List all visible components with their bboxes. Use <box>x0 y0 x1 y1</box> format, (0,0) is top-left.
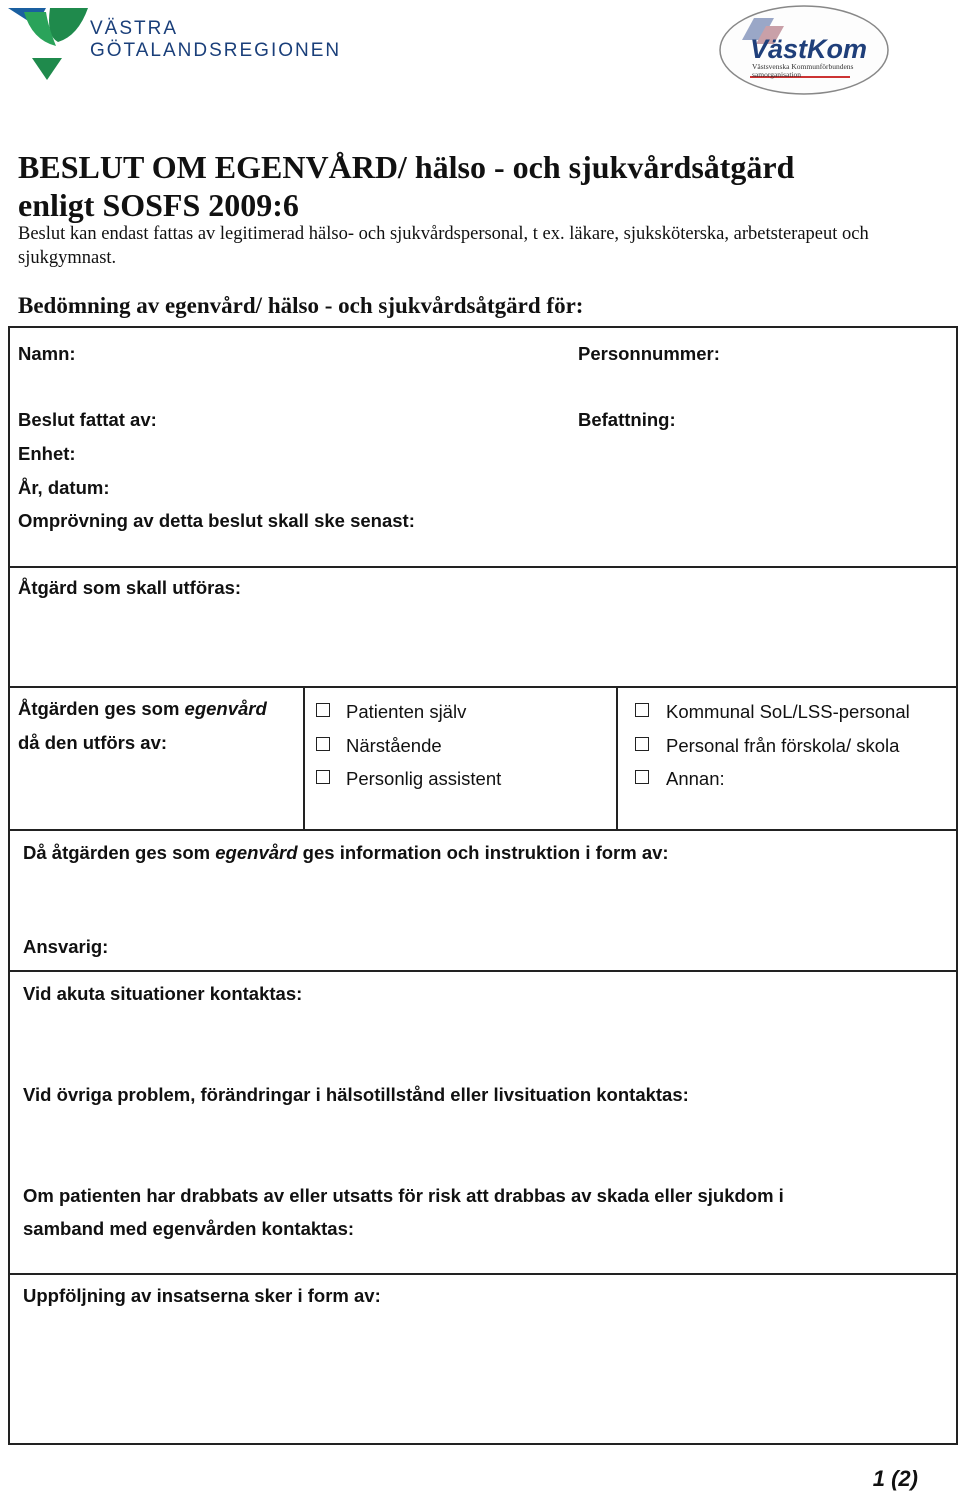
option-forskola-skola: Personal från förskola/ skola <box>666 735 900 756</box>
information-em: egenvård <box>215 842 298 863</box>
vgr-logo-line1: VÄSTRA <box>90 18 179 39</box>
divider <box>8 566 958 568</box>
field-ar-datum[interactable]: År, datum: <box>18 477 110 498</box>
field-omprovning[interactable]: Omprövning av detta beslut skall ske senast: <box>18 510 415 531</box>
checkbox-personlig-assistent[interactable] <box>316 770 330 784</box>
vgr-logo-line2: GÖTALANDSREGIONEN <box>90 40 342 61</box>
checkbox-forskola-skola[interactable] <box>635 737 649 751</box>
field-beslut-fattat-av[interactable]: Beslut fattat av: <box>18 409 157 430</box>
divider <box>8 970 958 972</box>
option-patienten-sjalv: Patienten själv <box>346 701 467 722</box>
field-namn[interactable]: Namn: <box>18 343 76 364</box>
egenvard-label-pre: Åtgärden ges som <box>18 698 185 719</box>
field-atgard[interactable]: Åtgärd som skall utföras: <box>18 577 242 598</box>
vgr-logo-text <box>90 18 341 62</box>
information-post: ges information och instruktion i form av: <box>297 842 669 863</box>
document-title-line2: enligt SOSFS 2009:6 <box>18 187 299 223</box>
option-annan: Annan: <box>666 768 725 789</box>
egenvard-label-line1 <box>18 698 267 720</box>
field-ovriga-problem[interactable]: Vid övriga problem, förändringar i hälsotillstånd eller livsituation kontaktas: <box>23 1084 689 1105</box>
intro-text: Beslut kan endast fattas av legitimerad hälso- och sjukvårdspersonal, t ex. läkare, sjuksköterska, arbetsterapeut och sjukgymnast. <box>18 224 869 268</box>
divider <box>8 829 958 831</box>
document-title-line1: BESLUT OM EGENVÅRD/ hälso - och sjukvårdsåtgärd <box>18 149 795 185</box>
checkbox-annan[interactable] <box>635 770 649 784</box>
field-uppfoljning[interactable]: Uppföljning av insatserna sker i form av: <box>23 1285 381 1306</box>
checkbox-narstaende[interactable] <box>316 737 330 751</box>
field-akuta-situationer[interactable]: Vid akuta situationer kontaktas: <box>23 983 303 1004</box>
option-personlig-assistent: Personlig assistent <box>346 768 502 789</box>
field-skada-line1[interactable]: Om patienten har drabbats av eller utsatts för risk att drabbas av skada eller sjukdom i <box>23 1185 784 1206</box>
page-number: 1 (2) <box>872 1466 918 1491</box>
field-information[interactable] <box>23 842 669 864</box>
document-title <box>18 148 794 224</box>
field-skada-line2[interactable]: samband med egenvården kontaktas: <box>23 1218 355 1239</box>
vastkom-logo-subtitle: Västsvenska Kommunförbundens samorganisation <box>752 62 854 79</box>
egenvard-label-em: egenvård <box>184 698 267 719</box>
checkbox-kommunal-personal[interactable] <box>635 703 649 717</box>
vastkom-logo-name: VästKom <box>750 34 868 64</box>
divider <box>8 686 958 688</box>
divider <box>8 1273 958 1275</box>
divider <box>616 686 618 830</box>
section-heading: Bedömning av egenvård/ hälso - och sjukvårdsåtgärd för: <box>18 293 584 318</box>
checkbox-patienten-sjalv[interactable] <box>316 703 330 717</box>
option-kommunal-personal: Kommunal SoL/LSS-personal <box>666 701 910 722</box>
information-pre: Då åtgärden ges som <box>23 842 216 863</box>
field-befattning[interactable]: Befattning: <box>578 409 676 430</box>
field-ansvarig[interactable]: Ansvarig: <box>23 936 109 957</box>
option-narstaende: Närstående <box>346 735 442 756</box>
field-personnummer[interactable]: Personnummer: <box>578 343 720 364</box>
form-frame <box>8 326 958 1445</box>
field-enhet[interactable]: Enhet: <box>18 443 76 464</box>
divider <box>303 686 305 830</box>
egenvard-label-line2: då den utförs av: <box>18 732 168 753</box>
